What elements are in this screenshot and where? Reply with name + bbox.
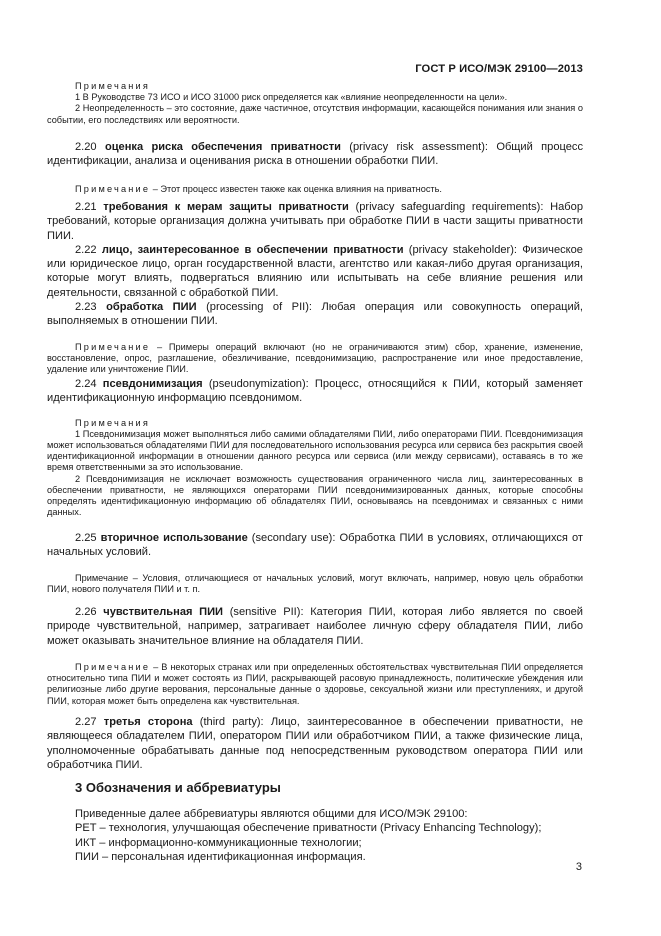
abbreviation-item: ПИИ – персональная идентификационная информация. <box>75 850 366 863</box>
term-paragraph <box>47 243 583 300</box>
term-number: 2.24 <box>75 378 97 390</box>
note-label: Примечание <box>75 572 129 583</box>
term-name: оценка риска обеспечения приватности <box>104 141 341 153</box>
term-2-24 <box>47 377 584 518</box>
term-paragraph <box>47 605 583 648</box>
term-paragraph <box>47 200 583 243</box>
term-number: 2.27 <box>75 716 97 728</box>
term-2-27 <box>47 715 584 772</box>
term-definition: (processing of PII): Любая операция или совокупность операций, выполняемых в отношении ПИИ. <box>47 301 583 328</box>
abbreviation-item: ИКТ – информационно-коммуникационные технологии; <box>75 836 362 849</box>
term-definition: (privacy stakeholder): Физическое или юридическое лицо, орган государственной власти, агентство или какая-либо другая организация, которые могут влиять, подвергаться влиянию или испытывать на себе влияние решения или деятельности, связанной с обработкой ПИИ. <box>47 243 583 299</box>
note-label: Примечание <box>75 341 151 352</box>
term-paragraph <box>47 531 583 560</box>
term-definition: (pseudonymization): Процесс, относящийся к ПИИ, который заменяет идентификационную информацию псевдонимом. <box>47 378 583 405</box>
page-number: 3 <box>575 861 582 873</box>
section-heading: 3 Обозначения и аббревиатуры <box>75 780 281 795</box>
section-3 <box>75 780 583 864</box>
term-definition: (secondary use): Обработка ПИИ в условиях, отличающихся от начальных условий. <box>47 532 583 559</box>
term-paragraph <box>47 140 583 169</box>
term-paragraph <box>47 300 583 329</box>
note-text: – Этот процесс известен также как оценка влияния на приватность. <box>150 183 442 194</box>
term-definition: (privacy safeguarding requirements): Набор требований, которые организация должна учитывать при обработке ПИИ в части защиты приватности ПИИ. <box>47 201 583 242</box>
note-label: Примечание <box>75 183 151 194</box>
term-number: 2.26 <box>75 606 97 618</box>
note-text: – Условия, отличающиеся от начальных условий, могут включать, например, новую цель обработки ПИИ, нового получателя ПИИ и т. п. <box>47 572 583 594</box>
term-2-26 <box>47 605 583 707</box>
term-2-20 <box>47 140 583 195</box>
note-item: 2 Псевдонимизация не исключает возможность существования ограниченного числа лиц, заинтересованных в обеспечении приватности, не являющихся операторами ПИИ псевдонимизированных данных, которые способны определять идентификационную информацию об обладателях ПИИ, основываясь на псевдонимах и связанных с ними данных. <box>47 473 583 518</box>
term-name: обработка ПИИ <box>106 301 197 314</box>
term-number: 2.21 <box>75 201 97 213</box>
term-note <box>47 184 583 195</box>
note-text: – Примеры операций включают (но не ограничиваются этим) сбор, хранение, изменение, восстановление, опрос, разглашение, обезличивание, псевдонимизацию, распространение или иное предоставление, удаление или уничтожение ПИИ. <box>47 341 583 375</box>
term-number: 2.20 <box>75 141 97 153</box>
notes-title: Примечания <box>75 417 151 428</box>
notes-block-1 <box>47 81 583 126</box>
note-text: – В некоторых странах или при определенных обстоятельствах чувствительная ПИИ определяется относительно типа ПИИ и может состоять из ПИИ, раскрывающей расовую принадлежность, политические убеждения или религиозные либо другие верования, персональные данные о здоровье, сексуальной жизни или преступлениях, и другой ПИИ, которая может быть определена как чувствительная. <box>47 661 583 706</box>
document-header: ГОСТ Р ИСО/МЭК 29100—2013 <box>415 63 583 75</box>
term-name: вторичное использование <box>100 532 248 544</box>
term-number: 2.25 <box>75 532 97 544</box>
note-item: 2 Неопределенность – это состояние, даже частичное, отсутствия информации, касающейся понимания или знания о событии, его последствиях или вероятности. <box>47 103 583 125</box>
note-item: 1 Псевдонимизация может выполняться либо самими обладателями ПИИ, либо операторами ПИИ. Псевдонимизация может использоваться обладателями ПИИ для последовательного использования ресурса или сервиса без раскрытия своей идентификационной информации в отношении данного ресурса или сервиса (или между сервисами), оставаясь в то же время ответственными за это использование. <box>47 428 584 473</box>
term-name: лицо, заинтересованное в обеспечении приватности <box>101 243 404 256</box>
notes-title: Примечания <box>75 81 151 91</box>
term-paragraph <box>47 377 583 406</box>
term-number: 2.23 <box>75 301 97 314</box>
term-note <box>47 342 583 376</box>
term-definition: (sensitive PII): Категория ПИИ, которая либо является по своей природе чувствительной, например, затрагивает наиболее личную сферу обладателя ПИИ, либо может оказывать значительное влияние на обладателя ПИИ. <box>47 606 583 647</box>
note-item: 1 В Руководстве 73 ИСО и ИСО 31000 риск определяется как «влияние неопределенности на цели». <box>75 92 508 103</box>
term-name: требования к мерам защиты приватности <box>103 201 349 213</box>
term-note <box>47 573 583 595</box>
term-name: третья сторона <box>103 716 193 728</box>
term-definition: (third party): Лицо, заинтересованное в обеспечении приватности, не являющееся обладателем ПИИ, оператором ПИИ или обработчиком ПИИ, а также физические лица, уполномоченные обрабатывать данные под непосредственным руководством оператора ПИИ или обработчика ПИИ. <box>47 716 584 771</box>
term-note <box>47 662 583 707</box>
term-paragraph <box>47 715 583 772</box>
term-name: псевдонимизация <box>102 378 203 390</box>
term-number: 2.22 <box>75 243 97 256</box>
term-2-25 <box>47 531 583 595</box>
term-name: чувствительная ПИИ <box>103 606 224 618</box>
section-intro: Приведенные далее аббревиатуры являются общими для ИСО/МЭК 29100: <box>75 808 468 820</box>
note-label: Примечание <box>75 661 151 672</box>
term-definition: (privacy risk assessment): Общий процесс идентификации, анализа и оценивания риска в отношении обработки ПИИ. <box>47 141 583 168</box>
abbreviation-item: PET – технология, улучшающая обеспечение приватности (Privacy Enhancing Technology); <box>75 822 542 835</box>
terms-2-21-to-2-23 <box>47 200 583 375</box>
